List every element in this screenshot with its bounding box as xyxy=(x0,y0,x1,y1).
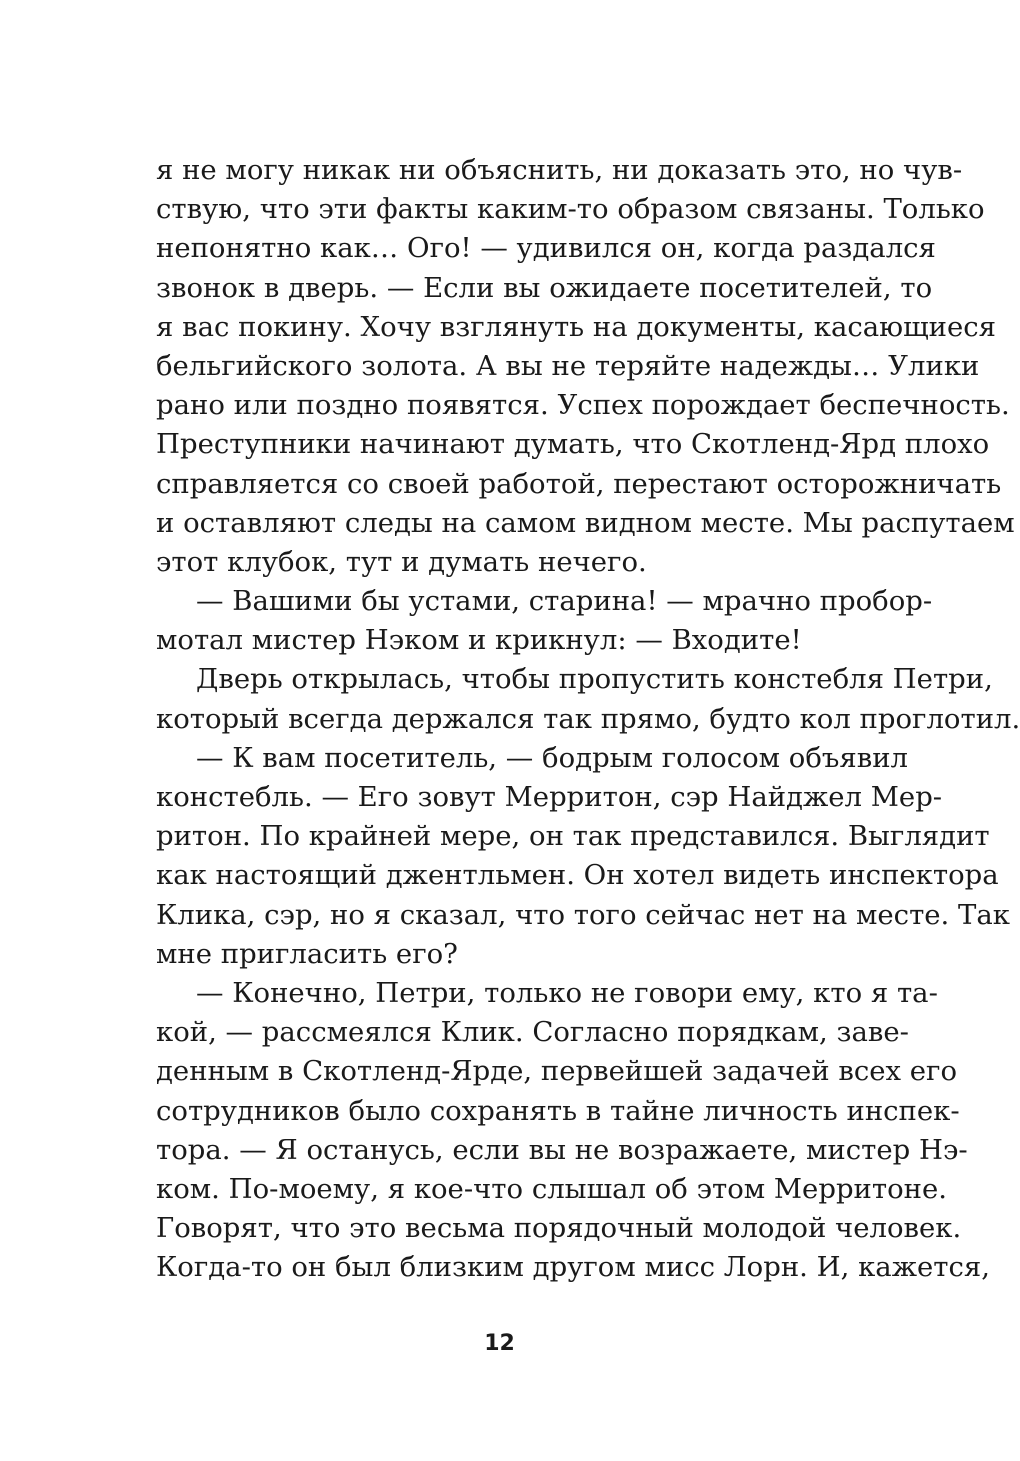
text-line: ритон. По крайней мере, он так представился. Выглядит xyxy=(156,820,990,853)
text-line: рано или поздно появятся. Успех порождает беспечность. xyxy=(156,389,1010,422)
text-line: кой, — рассмеялся Клик. Согласно порядкам, заве- xyxy=(156,1016,909,1049)
text-line: тора. — Я останусь, если вы не возражаете, мистер Нэ- xyxy=(156,1133,968,1166)
body-text xyxy=(156,151,1020,1287)
text-line: мне пригласить его? xyxy=(156,937,458,970)
text-line: я не могу никак ни объяснить, ни доказать это, но чув- xyxy=(156,154,963,186)
page-number: 12 xyxy=(484,1331,515,1356)
text-line: который всегда держался так прямо, будто кол проглотил. xyxy=(156,702,1020,735)
text-line: Клика, сэр, но я сказал, что того сейчас нет на месте. Так xyxy=(156,898,1010,931)
text-line: и оставляют следы на самом видном месте. Мы распутаем xyxy=(156,506,1015,539)
text-line: ком. По-моему, я кое-что слышал об этом Мерритоне. xyxy=(156,1172,947,1205)
text-line: справляется со своей работой, перестают осторожничать xyxy=(156,467,1002,500)
text-line: как настоящий джентльмен. Он хотел видеть инспектора xyxy=(156,859,999,892)
text-line: ствую, что эти факты каким-то образом связаны. Только xyxy=(156,193,985,226)
text-line: сотрудников было сохранять в тайне личность инспек- xyxy=(156,1094,960,1127)
text-line: бельгийского золота. А вы не теряйте надежды… Улики xyxy=(156,349,980,382)
text-line: Преступники начинают думать, что Скотленд-Ярд плохо xyxy=(156,428,990,461)
text-line: я вас покину. Хочу взглянуть на документы, касающиеся xyxy=(156,310,997,343)
text-line: констебль. — Его зовут Мерритон, сэр Найджел Мер- xyxy=(156,781,943,813)
text-line: звонок в дверь. — Если вы ожидаете посетителей, то xyxy=(156,271,933,304)
text-line: — К вам посетитель, — бодрым голосом объявил xyxy=(196,741,909,774)
text-line: Когда-то он был близким другом мисс Лорн. И, кажется, xyxy=(156,1251,990,1284)
text-line: — Конечно, Петри, только не говори ему, кто я та- xyxy=(196,976,938,1009)
text-line: денным в Скотленд-Ярде, первейшей задачей всех его xyxy=(156,1055,958,1088)
text-line: Говорят, что это весьма порядочный молодой человек. xyxy=(156,1212,962,1245)
text-line: этот клубок, тут и думать нечего. xyxy=(156,545,647,578)
text-line: непонятно как… Ого! — удивился он, когда раздался xyxy=(156,232,936,265)
text-line: мотал мистер Нэком и крикнул: — Входите! xyxy=(156,624,802,657)
text-line: Дверь открылась, чтобы пропустить констебля Петри, xyxy=(196,663,993,696)
text-line: — Вашими бы устами, старина! — мрачно пробор- xyxy=(196,585,933,618)
